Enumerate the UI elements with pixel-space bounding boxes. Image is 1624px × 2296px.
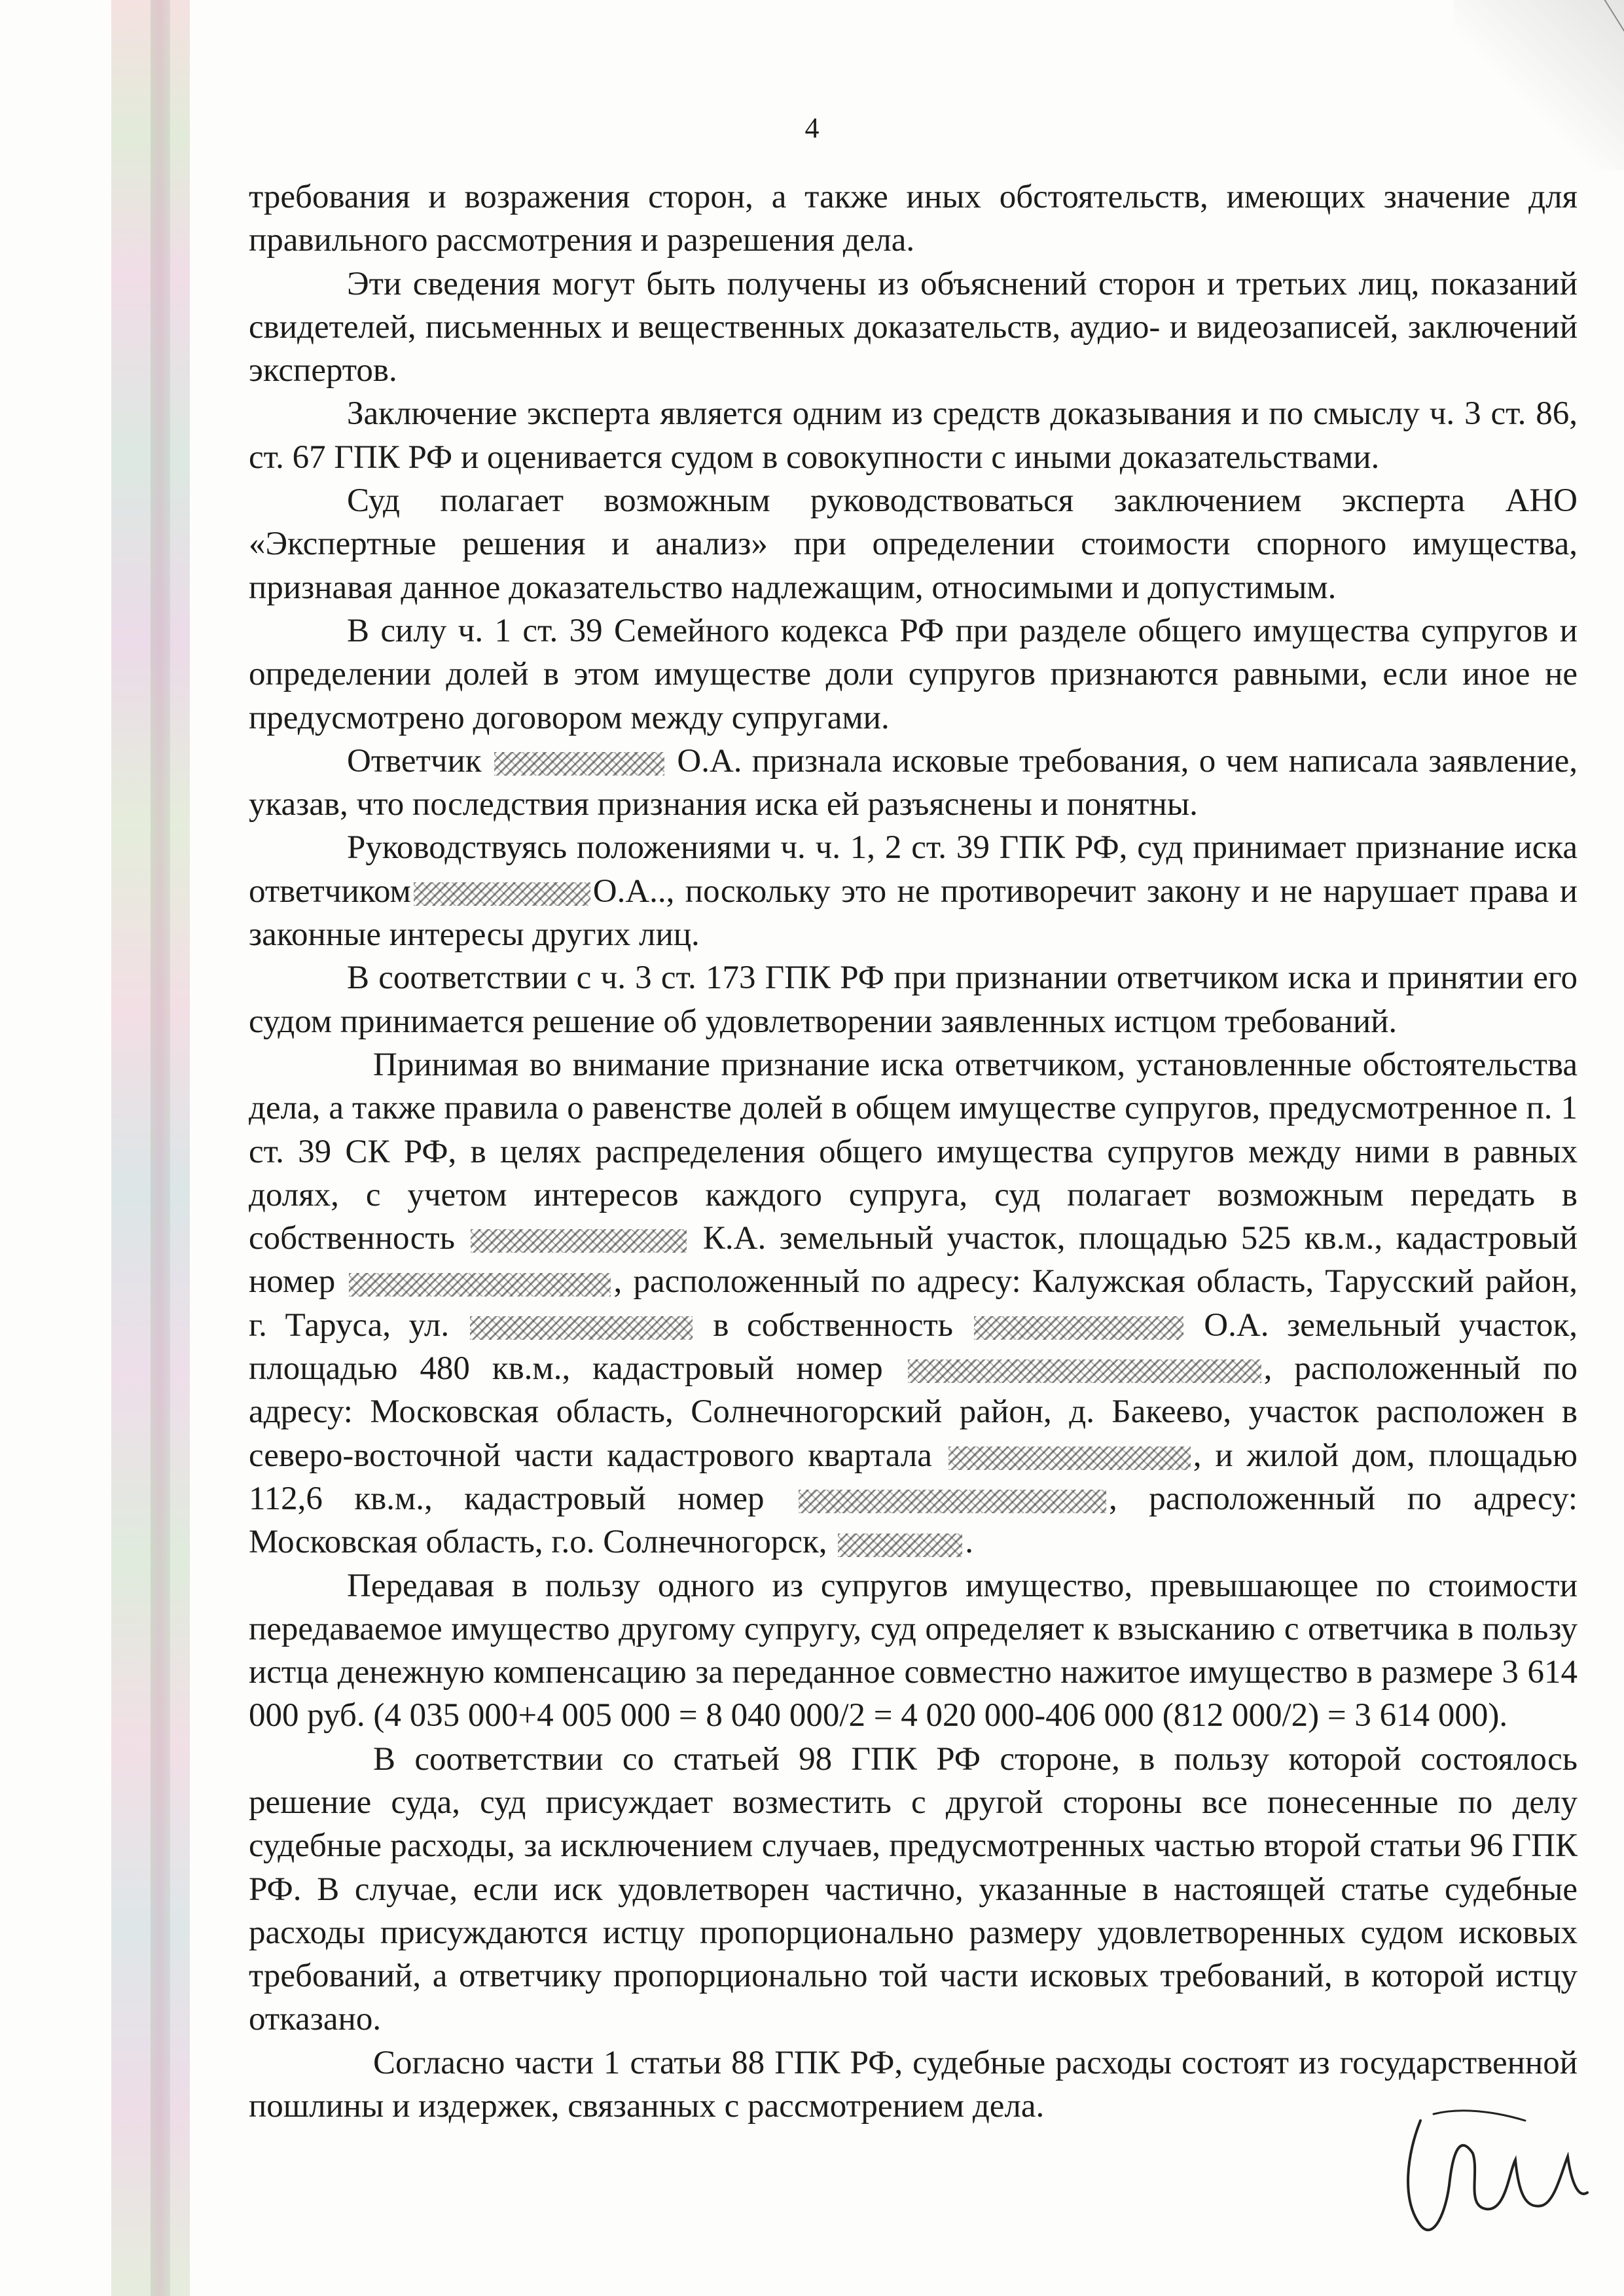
paragraph-7 <box>249 826 1578 956</box>
paragraph-8: В соответствии с ч. 3 ст. 173 ГПК РФ при признании ответчиком иска и принятии его судом принимается решение об удовлетворении заявленных истцом требований. <box>249 960 1578 1040</box>
paragraph-3: Заключение эксперта является одним из средств доказывания и по смыслу ч. 3 ст. 86, ст. 67 ГПК РФ и оценивается судом в совокупности с иными доказательствами. <box>249 395 1578 476</box>
redacted-address <box>838 1534 962 1557</box>
redacted-cadastral-number <box>799 1490 1106 1513</box>
p9-part7: , и жилой дом, площадью 112,6 кв.м., кадастровый номер <box>249 1437 1578 1517</box>
p9-part4: в собственность <box>713 1306 954 1344</box>
paragraph-9 <box>249 1043 1578 1564</box>
redacted-name <box>414 882 590 906</box>
scan-edge-shadow <box>151 0 170 2296</box>
redacted-cadastral-number <box>349 1273 611 1297</box>
paragraph-4: Суд полагает возможным руководствоваться заключением эксперта АНО «Экспертные решения и анализ» при определении стоимости спорного имущества, признавая данное доказательство надлежащим, относимыми и допустимым. <box>249 482 1578 606</box>
p7-before: Руководствуясь положениями ч. ч. 1, 2 ст. 39 ГПК РФ, суд принимает признание иска ответчиком <box>249 829 1578 910</box>
p9-part1: Принимая во внимание признание иска ответчиком, установленные обстоятельства дела, а также правила о равенстве долей в общем имуществе супругов, предусмотренное п. 1 ст. 39 СК РФ, в целях распределения общего имущества супругов между ними в равных долях, с учетом интересов каждого супруга, суд полагает возможным передать в собственность <box>249 1046 1578 1257</box>
p9-part2: К.А. земельный участок, площадью 525 кв.м., кадастровый номер <box>249 1220 1578 1300</box>
document-body <box>249 175 1578 2128</box>
redacted-address <box>470 1316 693 1340</box>
p9-part8: , расположенный по адресу: Московская область, г.о. Солнечногорск, <box>249 1480 1578 1561</box>
paragraph-2: Эти сведения могут быть получены из объяснений сторон и третьих лиц, показаний свидетелей, письменных и вещественных доказательств, аудио- и видеозаписей, заключений экспертов. <box>249 265 1578 389</box>
redacted-name <box>471 1229 687 1253</box>
redacted-cadastral-quarter <box>948 1446 1191 1470</box>
paragraph-6 <box>249 740 1578 827</box>
p9-part3: , расположенный по адресу: Калужская область, Тарусский район, г. Таруса, ул. <box>249 1263 1578 1344</box>
paragraph-11: В соответствии со статьей 98 ГПК РФ стороне, в пользу которой состоялось решение суда, суд присуждает возместить с другой стороны все понесенные по делу судебные расходы, за исключением случаев, предусмотренных частью второй статьи 96 ГПК РФ. В случае, если иск удовлетворен частично, указанные в настоящей статье судебные расходы присуждаются истцу пропорционально размеру удовлетворенных судом исковых требований, а ответчику пропорционально той части исковых требований, в которой истцу отказано. <box>249 1740 1578 2038</box>
p6-after: О.А. признала исковые требования, о чем написала заявление, указав, что последствия признания иска ей разъяснены и понятны. <box>249 742 1578 823</box>
redacted-cadastral-number <box>908 1359 1261 1383</box>
p9-part6: , расположенный по адресу: Московская область, Солнечногорский район, д. Бакеево, участок расположен в северо-восточной части кадастрового квартала <box>249 1350 1578 1474</box>
paragraph-10: Передавая в пользу одного из супругов имущество, превышающее по стоимости передаваемое имущество другому супругу, суд определяет к взысканию с ответчика в пользу истца денежную компенсацию за переданное совместно нажитое имущество в размере 3 614 000 руб. (4 035 000+4 005 000 = 8 040 000/2 = 4 020 000-406 000 (812 000/2) = 3 614 000). <box>249 1567 1578 1734</box>
redacted-name <box>974 1316 1183 1340</box>
folded-corner <box>1454 0 1624 170</box>
p9-part9: . <box>965 1524 974 1561</box>
page-number: 4 <box>804 112 820 144</box>
p7-after: О.А.., поскольку это не противоречит закону и не нарушает права и законные интересы других лиц. <box>249 872 1578 954</box>
handwritten-signature <box>1394 2094 1591 2251</box>
redacted-name <box>494 752 664 776</box>
p9-part5: О.А. земельный участок, площадью 480 кв.м., кадастровый номер <box>249 1306 1578 1388</box>
paragraph-12: Согласно части 1 статьи 88 ГПК РФ, судебные расходы состоят из государственной пошлины и издержек, связанных с рассмотрением дела. <box>249 2044 1578 2125</box>
paragraph-5: В силу ч. 1 ст. 39 Семейного кодекса РФ при разделе общего имущества супругов и определении долей в этом имуществе доли супругов признаются равными, если иное не предусмотрено договором между супругами. <box>249 612 1578 736</box>
p6-before: Ответчик <box>347 742 482 780</box>
paragraph-1: требования и возражения сторон, а также иных обстоятельств, имеющих значение для правильного рассмотрения и разрешения дела. <box>249 179 1578 259</box>
